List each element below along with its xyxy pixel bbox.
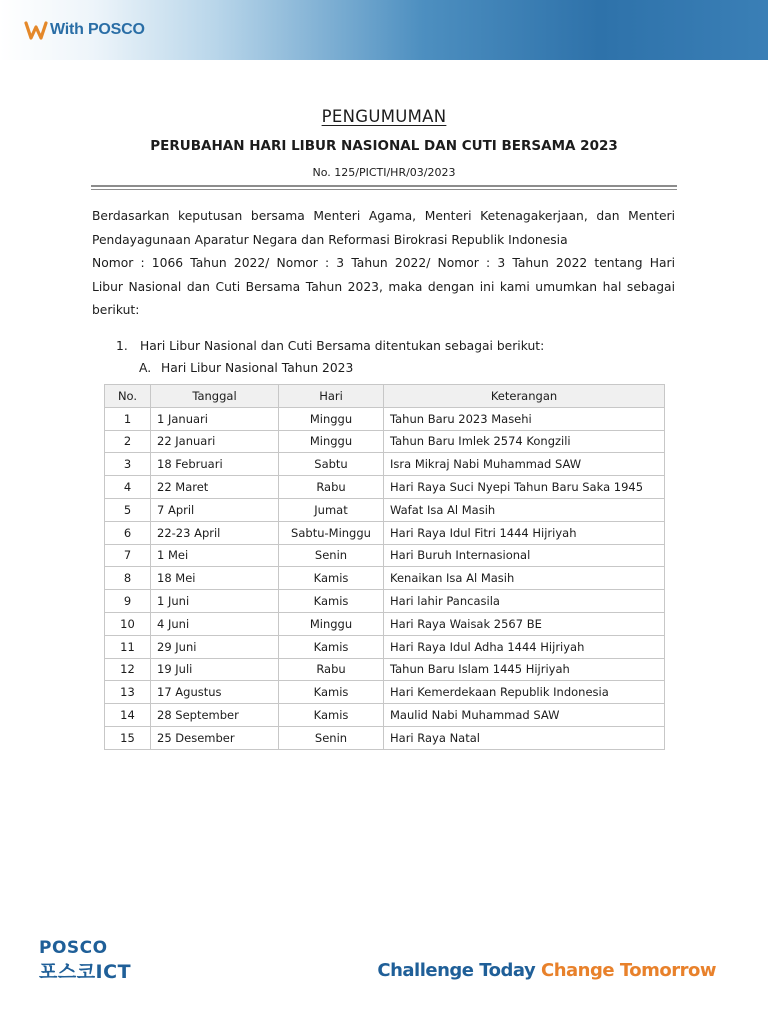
cell-keterangan: Hari Kemerdekaan Republik Indonesia — [384, 681, 665, 704]
table-row — [105, 612, 665, 635]
document-number: No. 125/PICTI/HR/03/2023 — [312, 166, 456, 179]
cell-hari: Sabtu — [279, 453, 384, 476]
cell-no: 3 — [105, 453, 151, 476]
list-item-1 — [116, 336, 544, 356]
cell-keterangan: Kenaikan Isa Al Masih — [384, 567, 665, 590]
paragraph-line: Libur Nasional dan Cuti Bersama Tahun 2023, maka dengan ini kami umumkan hal sebagai — [92, 279, 675, 294]
table-row — [105, 681, 665, 704]
cell-hari: Rabu — [279, 476, 384, 499]
paragraph-line: Berdasarkan keputusan bersama Menteri Agama, Menteri Ketenagakerjaan, dan Menteri — [92, 209, 675, 223]
posco-ict-logo — [39, 937, 131, 985]
cell-hari: Kamis — [279, 567, 384, 590]
cell-no: 15 — [105, 726, 151, 749]
cell-no: 14 — [105, 704, 151, 727]
table-row — [105, 590, 665, 613]
cell-hari: Senin — [279, 544, 384, 567]
paragraph-line: berikut: — [92, 303, 140, 317]
cell-keterangan: Hari Raya Idul Adha 1444 Hijriyah — [384, 635, 665, 658]
list-item-a-letter: A. — [139, 361, 152, 375]
table-row — [105, 476, 665, 499]
intro-paragraph — [92, 205, 675, 323]
cell-keterangan: Hari Buruh Internasional — [384, 544, 665, 567]
cell-keterangan: Maulid Nabi Muhammad SAW — [384, 704, 665, 727]
cell-hari: Jumat — [279, 498, 384, 521]
slogan-challenge-today: Challenge Today — [377, 960, 536, 981]
cell-keterangan: Hari lahir Pancasila — [384, 590, 665, 613]
cell-hari: Rabu — [279, 658, 384, 681]
cell-no: 9 — [105, 590, 151, 613]
cell-tanggal: 1 Juni — [151, 590, 279, 613]
with-posco-w-icon — [24, 18, 48, 42]
slogan-change-tomorrow: Change Tomorrow — [541, 960, 716, 981]
table-row — [105, 498, 665, 521]
cell-hari: Sabtu-Minggu — [279, 521, 384, 544]
cell-keterangan: Tahun Baru 2023 Masehi — [384, 407, 665, 430]
cell-keterangan: Tahun Baru Imlek 2574 Kongzili — [384, 430, 665, 453]
cell-tanggal: 29 Juni — [151, 635, 279, 658]
cell-tanggal: 28 September — [151, 704, 279, 727]
paragraph-line: Pendayagunaan Aparatur Negara dan Reformasi Birokrasi Republik Indonesia — [92, 232, 568, 247]
column-header-keterangan: Keterangan — [384, 385, 665, 408]
posco-logo-text: POSCO — [39, 938, 108, 958]
cell-keterangan: Hari Raya Suci Nyepi Tahun Baru Saka 1945 — [384, 476, 665, 499]
document-title-text: PENGUMUMAN — [321, 107, 447, 126]
cell-keterangan: Tahun Baru Islam 1445 Hijriyah — [384, 658, 665, 681]
cell-no: 12 — [105, 658, 151, 681]
table-row — [105, 544, 665, 567]
cell-tanggal: 7 April — [151, 498, 279, 521]
table-row — [105, 635, 665, 658]
cell-hari: Minggu — [279, 430, 384, 453]
document-subtitle: PERUBAHAN HARI LIBUR NASIONAL DAN CUTI BERSAMA 2023 — [150, 138, 618, 154]
cell-tanggal: 1 Januari — [151, 407, 279, 430]
cell-keterangan: Wafat Isa Al Masih — [384, 498, 665, 521]
table-row — [105, 658, 665, 681]
table-row — [105, 453, 665, 476]
cell-tanggal: 18 Februari — [151, 453, 279, 476]
paragraph-line: Nomor : 1066 Tahun 2022/ Nomor : 3 Tahun 2022/ Nomor : 3 Tahun 2022 tentang Hari — [92, 256, 675, 270]
cell-hari: Minggu — [279, 612, 384, 635]
cell-no: 6 — [105, 521, 151, 544]
table-row — [105, 430, 665, 453]
cell-tanggal: 18 Mei — [151, 567, 279, 590]
table-row — [105, 407, 665, 430]
cell-tanggal: 1 Mei — [151, 544, 279, 567]
cell-hari: Kamis — [279, 704, 384, 727]
column-header-tanggal: Tanggal — [151, 385, 279, 408]
column-header-no: No. — [105, 385, 151, 408]
slogan — [377, 960, 716, 981]
document-title — [0, 107, 768, 126]
cell-no: 11 — [105, 635, 151, 658]
title-divider — [91, 185, 677, 190]
list-item-1-text: Hari Libur Nasional dan Cuti Bersama ditentukan sebagai berikut: — [140, 339, 545, 353]
with-posco-logo-text: With POSCO — [50, 21, 145, 38]
cell-hari: Kamis — [279, 590, 384, 613]
list-item-1-number: 1. — [116, 339, 128, 353]
table-row — [105, 726, 665, 749]
cell-no: 7 — [105, 544, 151, 567]
list-item-a — [139, 358, 353, 378]
cell-tanggal: 4 Juni — [151, 612, 279, 635]
holiday-table — [104, 384, 665, 750]
cell-keterangan: Isra Mikraj Nabi Muhammad SAW — [384, 453, 665, 476]
cell-no: 13 — [105, 681, 151, 704]
cell-no: 8 — [105, 567, 151, 590]
cell-no: 4 — [105, 476, 151, 499]
cell-hari: Kamis — [279, 635, 384, 658]
table-row — [105, 704, 665, 727]
cell-keterangan: Hari Raya Waisak 2567 BE — [384, 612, 665, 635]
cell-tanggal: 22-23 April — [151, 521, 279, 544]
cell-tanggal: 17 Agustus — [151, 681, 279, 704]
cell-no: 5 — [105, 498, 151, 521]
list-item-a-text: Hari Libur Nasional Tahun 2023 — [161, 361, 354, 375]
cell-hari: Senin — [279, 726, 384, 749]
cell-keterangan: Hari Raya Natal — [384, 726, 665, 749]
cell-no: 10 — [105, 612, 151, 635]
cell-tanggal: 22 Maret — [151, 476, 279, 499]
table-header-row — [105, 385, 665, 408]
cell-no: 1 — [105, 407, 151, 430]
cell-tanggal: 25 Desember — [151, 726, 279, 749]
posco-ict-korean-text: 포스코ICT — [39, 961, 132, 983]
cell-no: 2 — [105, 430, 151, 453]
cell-keterangan: Hari Raya Idul Fitri 1444 Hijriyah — [384, 521, 665, 544]
with-posco-logo — [24, 16, 145, 44]
cell-tanggal: 22 Januari — [151, 430, 279, 453]
table-row — [105, 567, 665, 590]
cell-hari: Kamis — [279, 681, 384, 704]
column-header-hari: Hari — [279, 385, 384, 408]
cell-tanggal: 19 Juli — [151, 658, 279, 681]
cell-hari: Minggu — [279, 407, 384, 430]
table-row — [105, 521, 665, 544]
